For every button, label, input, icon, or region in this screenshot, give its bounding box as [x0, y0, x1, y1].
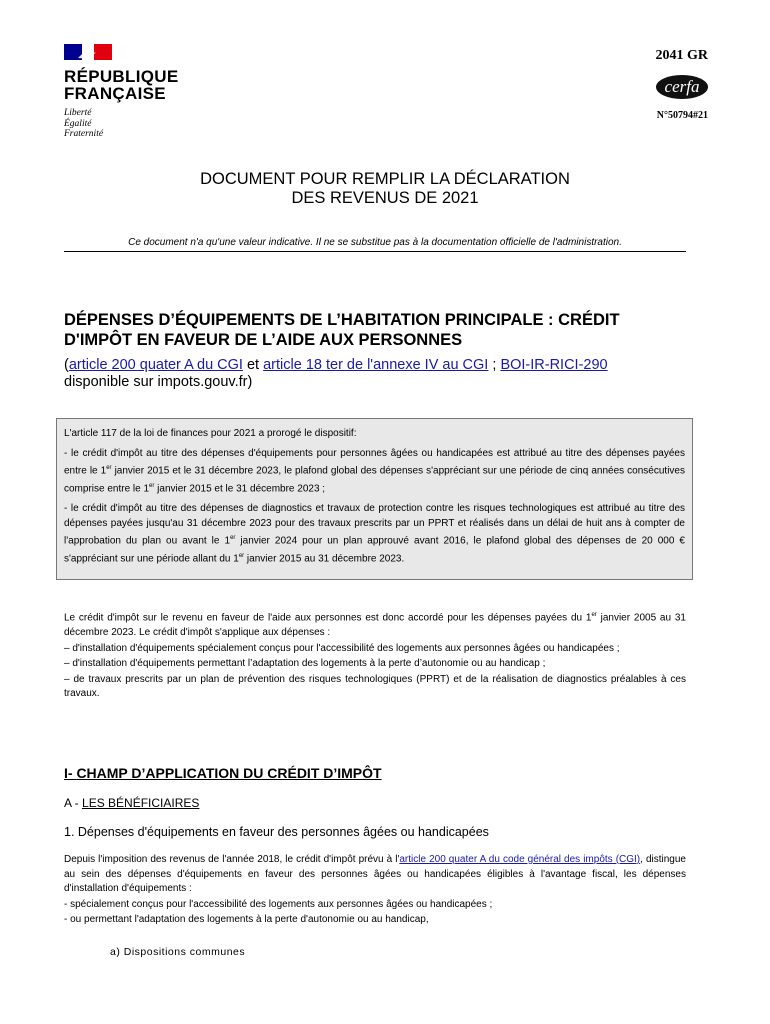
devise-fraternite: Fraternité: [64, 129, 104, 139]
intro-text: Le crédit d'impôt sur le revenu en faveur de l'aide aux personnes est donc accordé pour les dépenses payées du 1er janvier 2005 au 31 décembre 2023. Le crédit d'impôt s'applique aux dépenses :: [64, 612, 686, 638]
republique-francaise-logo: [64, 42, 194, 140]
legal-references: [64, 357, 704, 391]
section-title-line-2: D'IMPÔT EN FAVEUR DE L’AIDE AUX PERSONNES: [64, 331, 463, 349]
form-number: 2041 GR: [655, 48, 708, 63]
link-article-200-quater-a-cgi[interactable]: article 200 quater A du code général des impôts (CGI): [399, 854, 641, 865]
document-title-line-2: DES REVENUS DE 2021: [291, 189, 479, 207]
subheading-dispositions-communes: a) Dispositions communes: [110, 946, 246, 958]
devise-egalite: Égalité: [64, 118, 92, 129]
section-title-line-1: DÉPENSES D’ÉQUIPEMENTS DE L’HABITATION PRINCIPALE : CRÉDIT: [64, 311, 620, 329]
disclaimer: Ce document n'a qu'une valeur indicative. Il ne se substitue pas à la documentation officielle de l'administration.: [64, 237, 686, 252]
box-intro: L'article 117 de la loi de finances pour 2021 a prorogé le dispositif:: [64, 428, 357, 439]
refs-open-paren: (: [64, 357, 69, 373]
refs-separator-2: ;: [488, 357, 501, 373]
refs-tail: disponible sur impots.gouv.fr): [64, 374, 253, 390]
link-boi-ir-rici-290[interactable]: BOI-IR-RICI-290: [500, 357, 608, 373]
box-item-2: - le crédit d'impôt au titre des dépenses de diagnostics et travaux de protection contre les risques technologiques est attribué au titre des dépenses payées jusqu'au 31 décembre 2023 pour des travaux prescrits par un PPRT et réalisés dans un délai de huit ans à compter de l'approbation du plan ou avant le 1er janvier 2024 pour un plan approuvé avant 2016, le plafond global des dépenses de 20 000 € s'appréciant sur une période allant du 1er janvier 2015 au 31 décembre 2023.: [64, 503, 685, 565]
republique-title: [64, 68, 194, 102]
list-item: – de travaux prescrits par un plan de prévention des risques technologiques (PPRT) et de la réalisation de diagnostics préalables à ces travaux.: [64, 673, 686, 700]
box-item-1: - le crédit d'impôt au titre des dépenses d'équipements pour personnes âgées ou handicapées est attribué au titre des dépenses payées entre le 1er janvier 2015 et le 31 décembre 2023, le plafond global des dépenses s'appréciant sur une période de cinq années consécutives comprise entre le 1er janvier 2015 et le 31 décembre 2023 ;: [64, 447, 685, 495]
link-article-200-quater-a[interactable]: article 200 quater A du CGI: [68, 357, 243, 373]
cerfa-number: N°50794#21: [656, 110, 708, 121]
list-item: – d'installation d'équipements spécialement conçus pour l'accessibilité des logements aux personnes âgées ou handicapées ;: [64, 642, 620, 654]
section-title: [64, 310, 704, 350]
marianne-flag-icon: [64, 42, 112, 62]
republique-line-1: RÉPUBLIQUE: [64, 67, 179, 86]
heading-beneficiaires: A - LES BÉNÉFICIAIRES: [64, 796, 200, 810]
list-item: - spécialement conçus pour l'accessibilité des logements aux personnes âgées ou handicapées ;: [64, 898, 493, 910]
devise-liberte: Liberté: [64, 108, 92, 118]
heading-champ-application: I- CHAMP D’APPLICATION DU CRÉDIT D’IMPÔT: [64, 765, 382, 781]
prorogation-notice-box: [56, 418, 693, 580]
list-item: – d'installation d'équipements permettant l’adaptation des logements à la perte d’autonomie ou au handicap ;: [64, 658, 546, 670]
document-title-line-1: DOCUMENT POUR REMPLIR LA DÉCLARATION: [200, 170, 570, 188]
intro-paragraph: [64, 608, 686, 703]
heading-depenses-equipements: 1. Dépenses d'équipements en faveur des personnes âgées ou handicapées: [64, 825, 489, 839]
cgi-text: Depuis l'imposition des revenus de l'année 2018, le crédit d'impôt prévu à l'article 200 quater A du code général des impôts (CGI), distingue au sein des dépenses d'équipements en faveur des personnes âgées ou handicapées éligibles à l'avantage fiscal, les dépenses d'installation d'équipements :: [64, 854, 686, 895]
republique-line-2: FRANÇAISE: [64, 84, 166, 103]
cgi-paragraph: [64, 853, 686, 929]
link-article-18-ter[interactable]: article 18 ter de l'annexe IV au CGI: [263, 357, 489, 373]
list-item: - ou permettant l'adaptation des logements à la perte d'autonomie ou au handicap,: [64, 914, 429, 926]
devise: [64, 108, 194, 140]
refs-separator-1: et: [242, 357, 264, 373]
cerfa-logo: cerfa: [656, 75, 708, 99]
document-title: [0, 170, 770, 208]
